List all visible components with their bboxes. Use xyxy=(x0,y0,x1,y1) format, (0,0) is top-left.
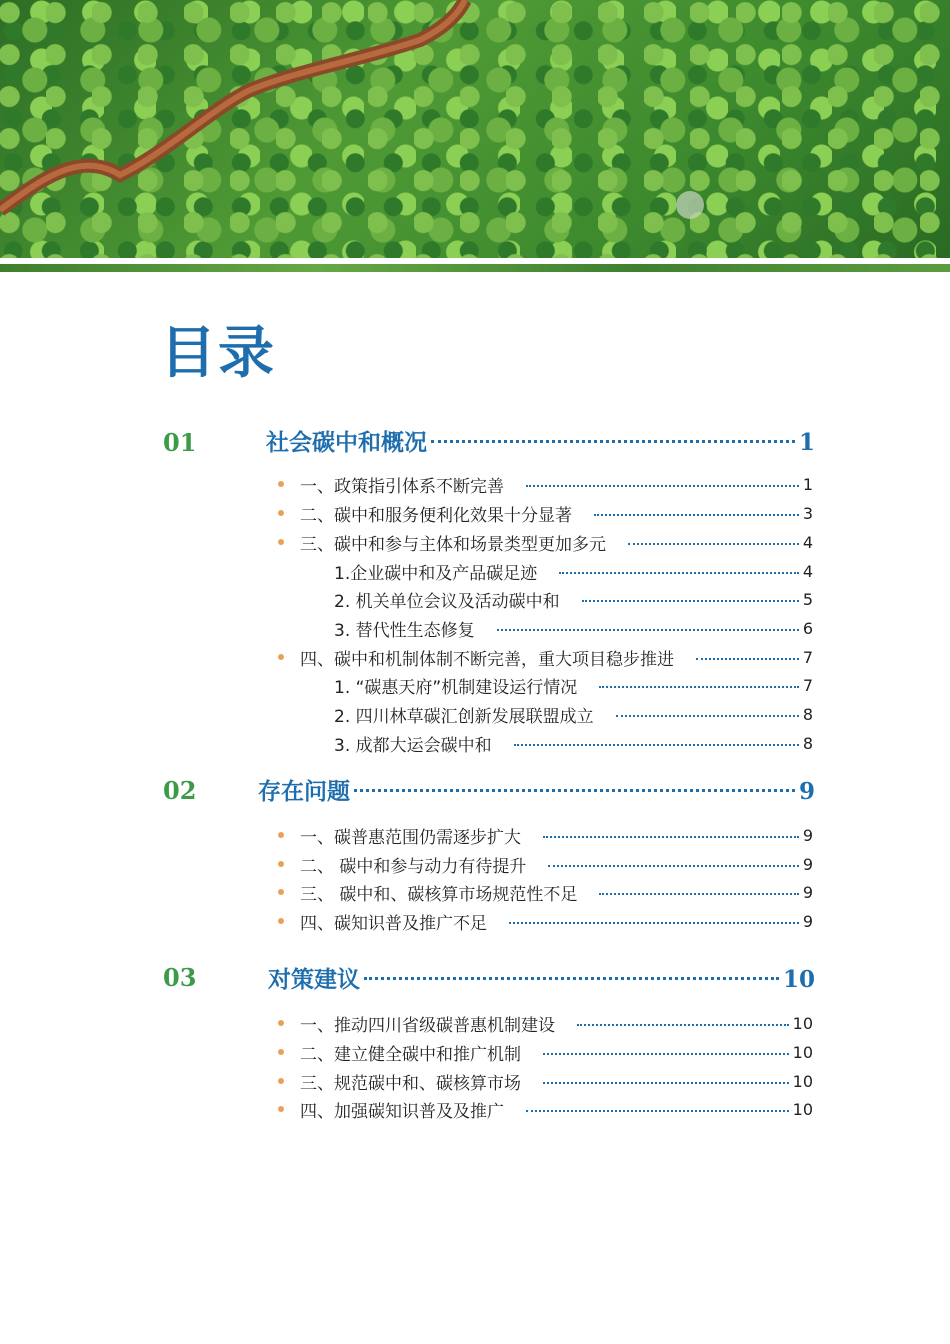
dot-leader xyxy=(582,600,799,602)
toc-item[interactable] xyxy=(300,1040,813,1064)
item-label: 二、建立健全碳中和推广机制 xyxy=(300,1044,521,1065)
toc-subitem[interactable] xyxy=(334,702,813,726)
dot-leader xyxy=(526,485,799,487)
item-label: 一、政策指引体系不断完善 xyxy=(300,476,504,497)
dot-leader xyxy=(543,836,799,838)
section-number-01: 01 xyxy=(163,428,197,457)
bullet-dot xyxy=(278,1049,284,1055)
bullet-dot xyxy=(278,1106,284,1112)
toc-subitem[interactable] xyxy=(334,587,813,611)
item-page: 4 xyxy=(802,561,813,581)
item-page: 7 xyxy=(802,647,813,667)
item-page: 10 xyxy=(792,1042,813,1062)
dot-leader xyxy=(599,893,798,895)
item-page: 6 xyxy=(802,618,813,638)
item-page: 3 xyxy=(802,503,813,523)
section-page: 1 xyxy=(798,429,815,456)
dot-leader xyxy=(599,686,799,688)
toc-item[interactable] xyxy=(300,823,813,847)
bullet-dot xyxy=(278,510,284,516)
dot-leader xyxy=(364,977,779,980)
toc-subitem[interactable] xyxy=(334,616,813,640)
item-label: 1. “碳惠天府”机制建设运行情况 xyxy=(334,677,578,698)
dot-leader xyxy=(548,865,798,867)
bullet-dot xyxy=(278,861,284,867)
dot-leader xyxy=(559,572,799,574)
toc-item[interactable] xyxy=(300,1069,813,1093)
item-label: 一、碳普惠范围仍需逐步扩大 xyxy=(300,827,521,848)
bullet-dot xyxy=(278,889,284,895)
dot-leader xyxy=(514,744,799,746)
item-label: 二、碳中和服务便利化效果十分显著 xyxy=(300,505,572,526)
item-page: 9 xyxy=(802,854,813,874)
item-page: 8 xyxy=(802,704,813,724)
dot-leader xyxy=(543,1082,789,1084)
dot-leader xyxy=(594,514,799,516)
toc-item[interactable] xyxy=(300,852,813,876)
item-label: 三、规范碳中和、碳核算市场 xyxy=(300,1073,521,1094)
section-number-03: 03 xyxy=(163,963,197,992)
forest-aerial-photo xyxy=(0,0,950,258)
item-label: 2. 四川林草碳汇创新发展联盟成立 xyxy=(334,706,594,727)
item-page: 8 xyxy=(802,733,813,753)
bullet-dot xyxy=(278,918,284,924)
item-page: 9 xyxy=(802,911,813,931)
item-label: 四、碳中和机制体制不断完善，重大项目稳步推进 xyxy=(300,649,674,670)
toc-subitem[interactable] xyxy=(334,559,813,583)
dot-leader xyxy=(543,1053,789,1055)
dot-leader xyxy=(509,922,799,924)
dot-leader xyxy=(616,715,799,717)
toc-item[interactable] xyxy=(300,880,813,904)
dot-leader xyxy=(628,543,799,545)
item-label: 二、 碳中和参与动力有待提升 xyxy=(300,856,527,877)
toc-item[interactable] xyxy=(300,501,813,525)
item-page: 10 xyxy=(792,1013,813,1033)
bullet-dot xyxy=(278,1020,284,1026)
toc-item[interactable] xyxy=(300,909,813,933)
item-page: 1 xyxy=(802,474,813,494)
forest-road-illustration xyxy=(0,0,950,258)
item-label: 1.企业碳中和及产品碳足迹 xyxy=(334,563,538,584)
bullet-dot xyxy=(278,481,284,487)
toc-item[interactable] xyxy=(300,472,813,496)
toc-section-01[interactable] xyxy=(266,424,815,457)
item-page: 10 xyxy=(792,1071,813,1091)
toc-item[interactable] xyxy=(300,645,813,669)
page-title: 目录 xyxy=(160,320,276,386)
dot-leader xyxy=(431,440,795,443)
section-title: 社会碳中和概况 xyxy=(266,429,427,456)
section-page: 9 xyxy=(798,778,815,805)
toc-subitem[interactable] xyxy=(334,731,813,755)
item-page: 7 xyxy=(802,675,813,695)
item-label: 2. 机关单位会议及活动碳中和 xyxy=(334,591,560,612)
item-page: 9 xyxy=(802,882,813,902)
section-number-02: 02 xyxy=(163,776,197,805)
dot-leader xyxy=(526,1110,789,1112)
toc-section-02[interactable] xyxy=(258,773,815,806)
item-page: 10 xyxy=(792,1099,813,1119)
dot-leader xyxy=(577,1024,789,1026)
toc-section-03[interactable] xyxy=(268,961,815,994)
section-page: 10 xyxy=(782,966,815,993)
item-page: 9 xyxy=(802,825,813,845)
item-page: 4 xyxy=(802,532,813,552)
toc-item[interactable] xyxy=(300,1011,813,1035)
item-label: 四、碳知识普及推广不足 xyxy=(300,913,487,934)
hero-bottom-strip xyxy=(0,264,950,272)
item-page: 5 xyxy=(802,589,813,609)
bullet-dot xyxy=(278,654,284,660)
item-label: 三、碳中和参与主体和场景类型更加多元 xyxy=(300,534,606,555)
item-label: 四、加强碳知识普及及推广 xyxy=(300,1101,504,1122)
section-title: 存在问题 xyxy=(258,778,350,805)
bullet-dot xyxy=(278,1078,284,1084)
item-label: 3. 替代性生态修复 xyxy=(334,620,475,641)
item-label: 一、推动四川省级碳普惠机制建设 xyxy=(300,1015,555,1036)
item-label: 三、 碳中和、碳核算市场规范性不足 xyxy=(300,884,578,905)
section-title: 对策建议 xyxy=(268,966,360,993)
bullet-dot xyxy=(278,539,284,545)
dot-leader xyxy=(497,629,799,631)
dot-leader xyxy=(696,658,799,660)
toc-item[interactable] xyxy=(300,1097,813,1121)
toc-item[interactable] xyxy=(300,530,813,554)
dot-leader xyxy=(354,789,795,792)
toc-subitem[interactable] xyxy=(334,673,813,697)
bullet-dot xyxy=(278,832,284,838)
item-label: 3. 成都大运会碳中和 xyxy=(334,735,492,756)
